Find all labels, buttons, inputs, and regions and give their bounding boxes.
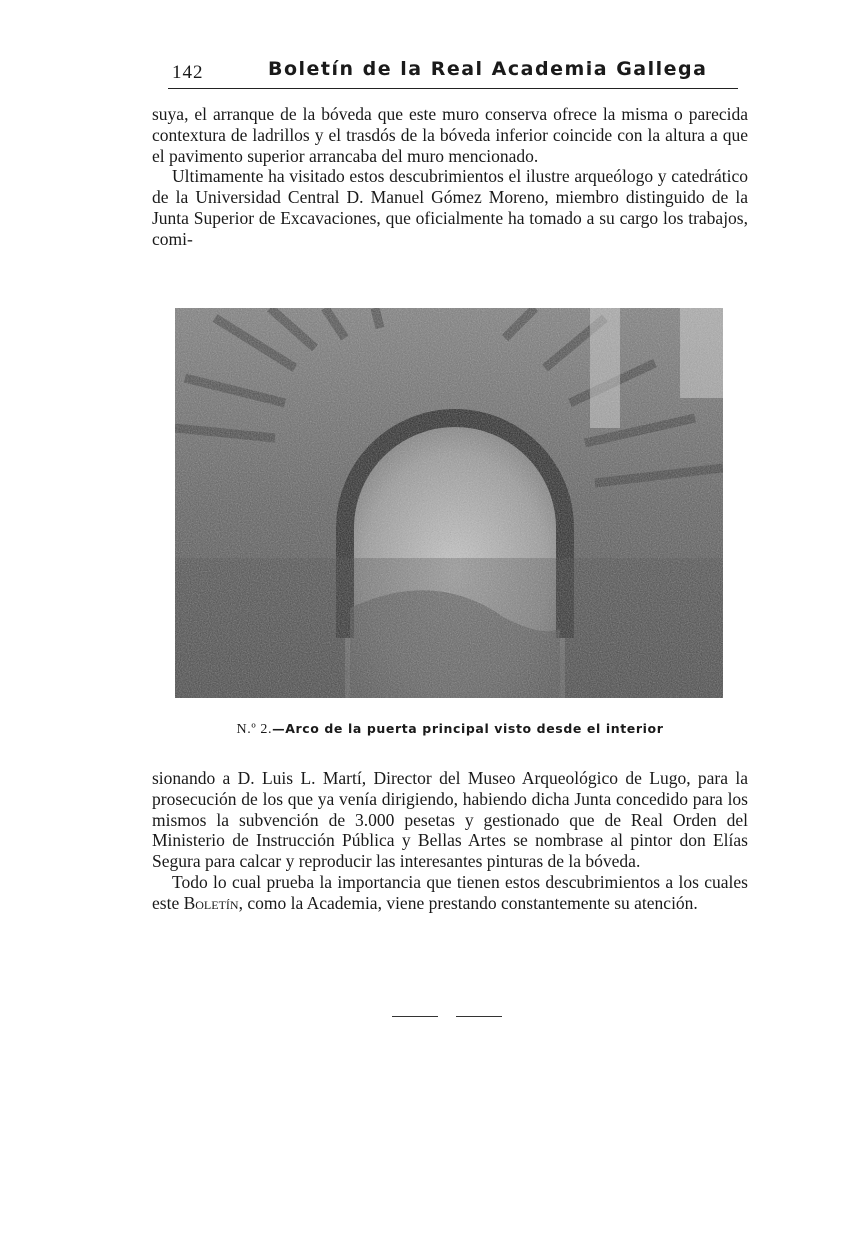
running-title: Boletín de la Real Academia Gallega [268, 58, 708, 80]
body-text-bottom [152, 768, 748, 914]
figure-number: N.º 2. [236, 722, 273, 737]
running-header [168, 58, 738, 89]
paragraph-gomez-moreno: Ultimamente ha visitado estos descubrimientos el ilustre arqueólogo y catedrático de la Universidad Central D. Manuel Gómez Moreno, miembro distinguido de la Junta Superior de Excavaciones, que oficialmente ha tomado a su cargo los trabajos, comi- [152, 166, 748, 249]
paragraph-closing [152, 872, 748, 914]
page-number: 142 [172, 62, 204, 83]
end-rule-right [456, 1016, 502, 1017]
body-text-top [152, 104, 748, 250]
figure-caption [152, 721, 748, 738]
paragraph-luis-marti: sionando a D. Luis L. Martí, Director del Museo Arqueológico de Lugo, para la prosecución de los que ya venía dirigiendo, habiendo dicha Junta concedido para los mismos la subvención de 3.000 pesetas y gestionado que de Real Orden del Ministerio de Instrucción Pública y Bellas Artes se nombrase al pintor don Elías Segura para calcar y reproducir las interesantes pinturas de la bóveda. [152, 768, 748, 872]
paragraph-continued: suya, el arranque de la bóveda que este muro conserva ofrece la misma o parecida contextura de ladrillos y el trasdós de la bóveda inferior coincide con la altura a que el pavimento superior arrancaba del muro mencionado. [152, 104, 748, 166]
caption-dash: — [272, 721, 286, 736]
closing-text-start: Todo lo cual prueba la importancia que tienen estos descubrimientos a los cuales este [152, 871, 748, 913]
boletin-smallcaps: Boletín [183, 892, 239, 913]
arch-photograph [175, 308, 723, 698]
closing-text-end: , como la Academia, viene prestando constantemente su atención. [238, 892, 698, 913]
caption-text: Arco de la puerta principal visto desde el interior [285, 721, 664, 736]
end-rule-left [392, 1016, 438, 1017]
